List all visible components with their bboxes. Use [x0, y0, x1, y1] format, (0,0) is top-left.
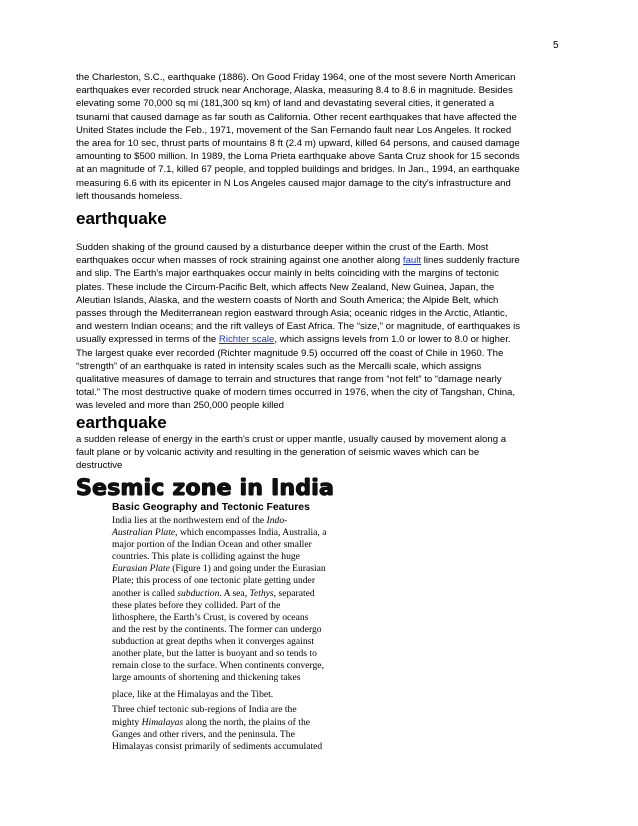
text-line: Plate; this process of one tectonic plate getting under	[112, 575, 316, 587]
earthquake-section-2	[76, 413, 561, 473]
text-line: Himalayas consist primarily of sediments accumulated	[112, 740, 323, 752]
text-line: fault plane or by volcanic activity and resulting in the generation of seismic waves which can be	[76, 447, 480, 459]
text-span: , separated	[273, 587, 315, 599]
text-span: , which assigns levels from 1.0 or lower to 8.0 or higher.	[274, 334, 511, 346]
earthquake-section-1	[76, 209, 561, 413]
text-line: destructive	[76, 460, 123, 472]
text-line: was leveled and more than 250,000 people killed	[76, 400, 285, 412]
text-line	[112, 588, 412, 600]
text-line	[76, 333, 561, 346]
text-line: passes through the Mediterranean region eastward through Asia; oceanic ridges in the Arctic, Atlantic,	[76, 308, 508, 320]
text-line: tsunami that caused damage as far south as California. Other recent earthquakes that have affected the	[76, 111, 517, 123]
seismic-zone-section	[76, 476, 561, 502]
text-line	[112, 515, 412, 527]
text-line: remain close to the surface. When continents converge,	[112, 660, 324, 672]
text-line: the area for 10 sec, thrust parts of mountains 8 ft (2.4 m) upward, killed 64 persons, and caused damage	[76, 138, 520, 150]
text-line: amounting to $500 million. In 1989, the Loma Prieta earthquake above Santa Cruz shook for 15 seconds	[76, 151, 520, 163]
text-span: along the north, the plains of the	[183, 716, 310, 728]
text-line: left thousands homeless.	[76, 190, 183, 202]
text-line: Sudden shaking of the ground caused by a disturbance deeper within the crust of the Earth. Most	[76, 242, 489, 253]
text-line	[112, 563, 412, 575]
section-heading: earthquake	[76, 209, 167, 228]
text-line	[112, 527, 412, 539]
italic-term: Tethys	[249, 587, 274, 599]
text-line	[112, 717, 412, 729]
text-line: subduction at great depths when it converges against	[112, 635, 315, 647]
italic-term: Eurasian Plate	[112, 563, 170, 575]
text-span: mighty	[112, 716, 142, 728]
page-number: 5	[553, 40, 559, 51]
text-line: and slip. The Earth's major earthquakes occur mainly in belts coinciding with the margins of tectonic	[76, 268, 499, 280]
text-line: countries. This plate is colliding against the huge	[112, 551, 300, 563]
tectonic-features-block	[112, 501, 412, 753]
text-line: total.” The most destructive quake of modern times occurred in 1976, when the city of Tangshan, China,	[76, 387, 516, 399]
text-line: lithosphere, the Earth’s Crust, is covered by oceans	[112, 611, 309, 623]
text-line: these plates before they collided. Part of the	[112, 599, 281, 611]
text-span: usually expressed in terms of the	[76, 334, 219, 346]
section-heading: earthquake	[76, 413, 167, 432]
text-line: qualitative measures of damage to terrain and structures that range from “not felt” to “damage nearly	[76, 374, 502, 386]
text-line: Aleutian Islands, Alaska, and the western coasts of North and South America; the Alpide Belt, which	[76, 294, 499, 306]
text-line: another plate, but the latter is buoyant and so tends to	[112, 648, 317, 660]
fault-link[interactable]: fault	[402, 255, 422, 267]
text-line: major portion of the Indian Ocean and other smaller	[112, 539, 312, 551]
text-span: lines suddenly fracture	[421, 255, 520, 267]
italic-term: subduction	[177, 587, 220, 599]
text-line: the Charleston, S.C., earthquake (1886). On Good Friday 1964, one of the most severe North American	[76, 72, 516, 83]
text-line: and western Indian oceans; and the rift valleys of East Africa. The “size,” or magnitude, of earthquakes is	[76, 321, 521, 333]
text-line: elevating some 70,000 sq mi (181,300 sq km) of land and devastating several cities, it generated a	[76, 98, 495, 110]
text-span: , which encompasses India, Australia, a	[175, 527, 327, 539]
text-span: earthquakes occur when masses of rock straining against one another along	[76, 255, 403, 267]
italic-term: Australian Plate	[112, 527, 176, 539]
subsection-heading: Basic Geography and Tectonic Features	[112, 502, 310, 513]
text-line: place, like at the Himalayas and the Tibet.	[112, 689, 274, 701]
text-line	[76, 254, 561, 267]
text-line: large amounts of shortening and thickening takes	[112, 672, 301, 684]
intro-paragraph	[76, 71, 561, 203]
text-span: . A sea,	[219, 587, 250, 599]
text-span: (Figure 1) and going under the Eurasian	[169, 563, 326, 575]
text-line: “strength” of an earthquake is rated in intensity scales such as the Mercalli scale, which assigns	[76, 360, 482, 372]
text-line: earthquakes ever recorded struck near Anchorage, Alaska, measuring 8.4 to 8.6 in magnitude. Besides	[76, 85, 513, 97]
text-span: another is called	[112, 587, 178, 599]
text-line: Ganges and other rivers, and the peninsula. The	[112, 728, 295, 740]
text-line: United States include the Feb., 1971, movement of the San Fernando fault near Los Angeles. It rocked	[76, 124, 512, 136]
text-line: The largest quake ever recorded (Richter magnitude 9.5) occurred off the coast of Chile in 1960. The	[76, 347, 504, 359]
text-line: at an magnitude of 7.1, killed 67 people, and toppled buildings and bridges. In Jan., 1994, an earthquake	[76, 164, 520, 176]
italic-term: Indo-	[266, 515, 288, 526]
text-line: and the rest by the continents. The former can undergo	[112, 623, 322, 635]
text-line: Three chief tectonic sub-regions of India are the	[112, 704, 297, 716]
text-line: plates. These include the Circum-Pacific Belt, which affects New Zealand, New Guinea, Japan, the	[76, 281, 495, 293]
text-span: India lies at the northwestern end of the	[112, 515, 267, 526]
text-line: measuring 6.6 with its epicenter in N Los Angeles caused major damage to the city's infrastructure and	[76, 177, 511, 189]
richter-scale-link[interactable]: Richter scale	[218, 334, 275, 346]
section-title: Sesmic zone in India	[76, 476, 335, 501]
text-line: a sudden release of energy in the earth's crust or upper mantle, usually caused by movement along a	[76, 434, 507, 445]
italic-term: Himalayas	[141, 716, 184, 728]
